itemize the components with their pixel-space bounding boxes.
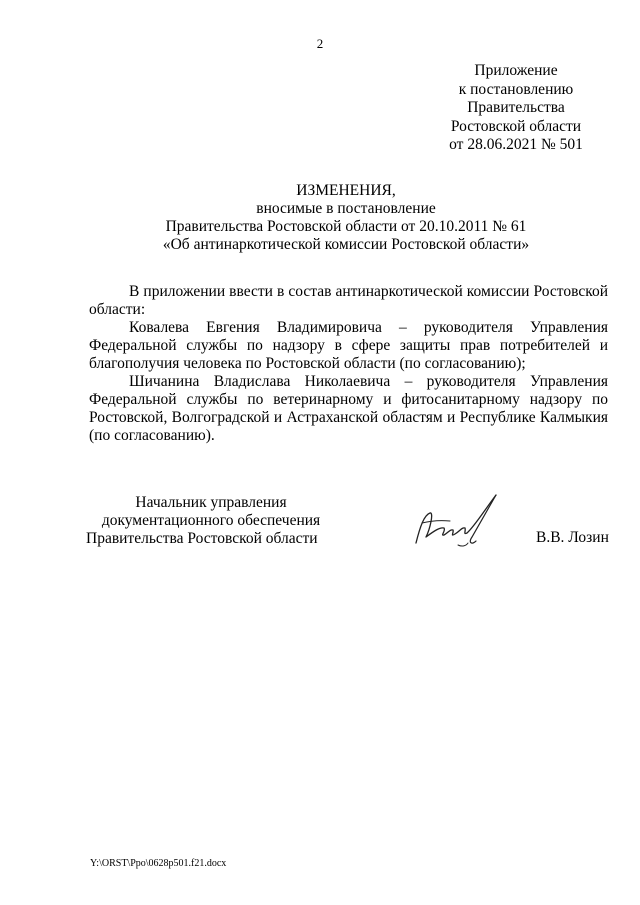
signatory-line: Начальник управления bbox=[135, 494, 287, 511]
appendix-line: от 28.06.2021 № 501 bbox=[449, 136, 583, 153]
body-item-kovalev: Ковалева Евгения Владимировича – руководителя Управления Федеральной службы по надзору в сфере защиты прав потребителей и благополучия человека по Ростовской области (по согласованию); bbox=[89, 319, 608, 372]
appendix-line: Ростовской области bbox=[450, 117, 582, 135]
body-item-shichanin: Шичанина Владислава Николаевича – руководителя Управления Федеральной службы по ветеринарному и фитосанитарному надзору по Ростовской, Волгоградской и Астраханской областям и Республике Калмыкия (по согласованию). bbox=[89, 373, 608, 444]
document-header bbox=[0, 182, 640, 254]
page-number: 2 bbox=[316, 36, 324, 51]
signatory-position bbox=[86, 494, 336, 548]
footer-file-path: Y:\ORST\Ppo\0628p501.f21.docx bbox=[90, 858, 227, 869]
document-title: ИЗМЕНЕНИЯ, bbox=[296, 182, 396, 199]
appendix-line: к постановлению bbox=[458, 80, 574, 98]
signatory-line: Правительства Ростовской области bbox=[86, 530, 318, 547]
header-line: вносимые в постановление bbox=[256, 200, 436, 217]
appendix-line: Правительства bbox=[467, 99, 565, 116]
document-body bbox=[89, 283, 608, 445]
body-intro: В приложении ввести в состав антинаркотической комиссии Ростовской области: bbox=[89, 283, 608, 318]
header-line: Правительства Ростовской области от 20.10.2011 № 61 bbox=[165, 218, 527, 235]
appendix-block bbox=[446, 62, 586, 155]
handwritten-signature bbox=[410, 487, 514, 557]
header-line: «Об антинаркотической комиссии Ростовской области» bbox=[162, 236, 530, 253]
signatory-line: документационного обеспечения bbox=[101, 512, 321, 529]
appendix-line: Приложение bbox=[474, 62, 558, 79]
signatory-name: В.В. Лозин bbox=[536, 529, 609, 546]
